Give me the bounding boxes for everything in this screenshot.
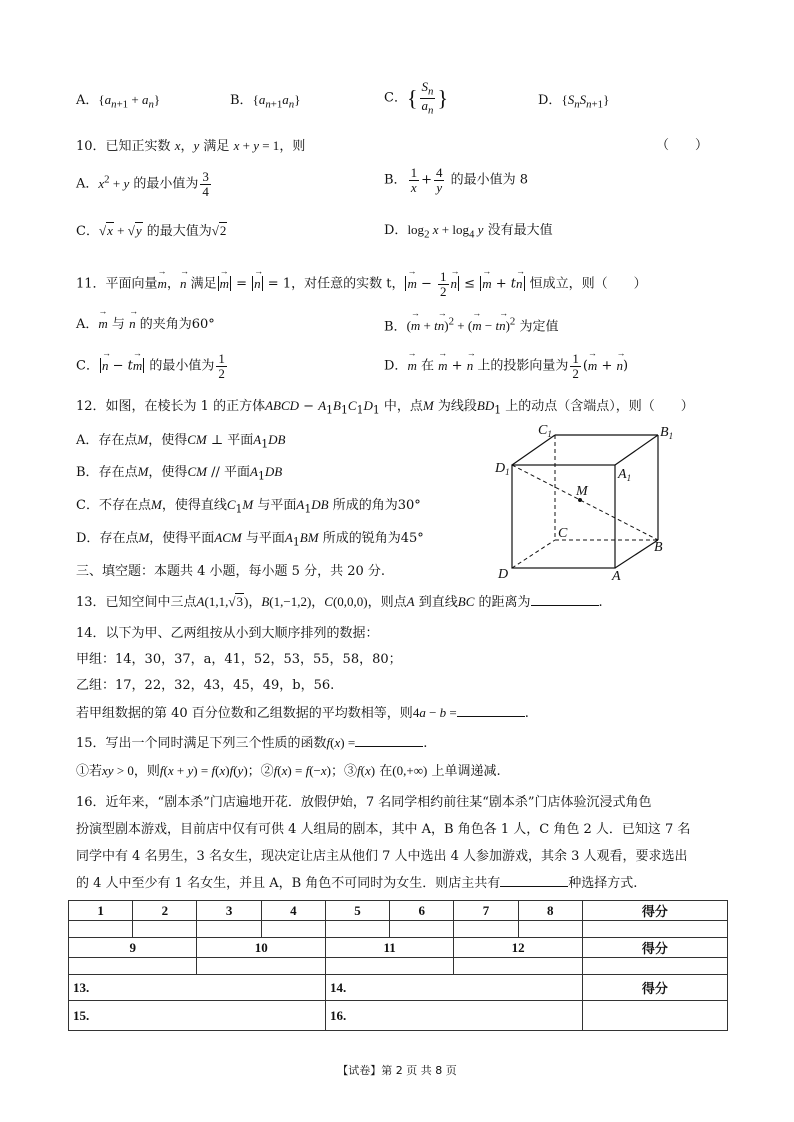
- q9-option-c: C．{ $\frac{S_n}{a_n}$ }: [384, 79, 448, 117]
- table-cell-13: 13.: [69, 975, 326, 1001]
- q14-group-1: 甲组：14，30，37，a，41，52，53，55，58，80；: [76, 652, 402, 667]
- table-cell: 7: [454, 901, 518, 921]
- q16-line-2: 扮演型剧本游戏，目前店中仅有可供 4 人组局的剧本，其中 A，B 角色各 1 人，C 角色 2 人．已知这 7 名: [76, 822, 691, 837]
- q10-option-d: D．$\log_2 x + \log_4 y$ 没有最大值: [384, 222, 553, 241]
- table-row-answers-1: [69, 921, 728, 938]
- table-cell: 4: [261, 901, 325, 921]
- edge-d-c-hidden: [512, 540, 555, 568]
- edge-d1-c1: [512, 435, 555, 465]
- label-a: A: [612, 569, 621, 584]
- label-c1: $C_1$: [538, 423, 552, 439]
- table-row-answers-2: [69, 958, 728, 975]
- q9-option-b-label: B．: [230, 93, 253, 108]
- table-cell: 5: [325, 901, 389, 921]
- q9-option-c-label: C．: [384, 90, 407, 106]
- table-cell: 得分: [582, 975, 727, 1001]
- q9-option-d-expr: $\{S_nS_{n+1}\}$: [561, 92, 610, 111]
- page-footer: 【试卷】第 2 页 共 8 页: [337, 1064, 457, 1077]
- q16-line-4: 的 4 人中至少有 1 名女生，并且 A，B 角色不可同时为女生．则店主共有 种选择方式.: [76, 876, 638, 891]
- q9-options: [76, 92, 160, 112]
- q15-answer-blank[interactable]: [355, 736, 423, 747]
- q12-option-c: C．不存在点M，使得直线$C_1M$ 与平面$A_1DB$ 所成的角为30°: [76, 497, 421, 516]
- q16-line-1: 16．近年来，“剧本杀”门店遍地开花．放假伊始，7 名同学相约前往某“剧本杀”门店体验沉浸式角色: [76, 795, 652, 810]
- q15-conditions: ①若xy > 0，则f(x + y) = f(x)f(y)；②f(x) = f(−x)；③f(x) 在(0,+∞) 上单调递减.: [76, 763, 501, 779]
- table-cell: 10: [197, 938, 325, 958]
- answer-score-table: [68, 900, 728, 1031]
- q11-option-c: C．→ n − t→ m 的最小值为 $\frac{1}{2}$: [76, 352, 229, 380]
- q10-option-a: A．$x^2 + y$ 的最小值为 $\frac{3}{4}$: [76, 169, 209, 199]
- table-row-header-1: [69, 901, 728, 921]
- table-cell: 2: [133, 901, 197, 921]
- section-3-heading: 三、填空题：本题共 4 小题，每小题 5 分，共 20 分.: [76, 564, 386, 579]
- q11-option-a: A．→ m 与 → n 的夹角为60°: [76, 316, 215, 333]
- q15-stem: 15．写出一个同时满足下列三个性质的函数f(x) = .: [76, 735, 428, 751]
- table-row-fill-1: [69, 975, 728, 1001]
- table-cell-16: 16.: [325, 1001, 582, 1031]
- label-b: B: [654, 540, 663, 555]
- table-cell: 得分: [582, 938, 727, 958]
- q16-answer-blank[interactable]: [500, 876, 568, 887]
- q11-option-b: B．(→ m + t→ n)$^2$ + (→ m − t→ n)$^2$ 为定值: [384, 316, 558, 335]
- q9-option-c-fraction: $\frac{S_n}{a_n}$: [421, 79, 434, 117]
- table-cell: 1: [69, 901, 133, 921]
- q11-option-d: D．→ m 在 → m + → n 上的投影向量为 $\frac{1}{2}$ (→ m + → n): [384, 352, 628, 380]
- table-cell: 11: [325, 938, 453, 958]
- table-cell: 3: [197, 901, 261, 921]
- diagonal-d1-b: [512, 465, 658, 540]
- q14-answer-blank[interactable]: [457, 706, 525, 717]
- table-cell: 9: [69, 938, 197, 958]
- label-a1: $A_1$: [618, 467, 632, 483]
- q14-stem: 14．以下为甲、乙两组按从小到大顺序排列的数据：: [76, 626, 379, 641]
- q12-option-a: A．存在点M，使得CM ⊥ 平面$A_1DB$: [76, 432, 286, 451]
- label-b1: $B_1$: [660, 425, 674, 441]
- q12-option-b: B．存在点M，使得CM // 平面$A_1DB$: [76, 464, 283, 483]
- label-d: D: [498, 567, 509, 582]
- q9-option-a-label: A．: [76, 93, 99, 108]
- q13: 13．已知空间中三点A(1,1,√3)，B(1,−1,2)，C(0,0,0)，则点A 到直线BC 的距离为 .: [76, 594, 603, 610]
- q10-stem: 10．已知正实数 x，y 满足 x + y = 1，则: [76, 138, 306, 154]
- table-cell: 8: [518, 901, 582, 921]
- q14-question: 若甲组数据的第 40 百分位数和乙组数据的平均数相等，则4a − b = .: [76, 705, 529, 721]
- q9-option-b: [230, 92, 300, 112]
- label-c: C: [558, 526, 568, 541]
- q10-answer-paren: （ ）: [656, 138, 709, 153]
- edge-a1-b1: [615, 435, 658, 465]
- q12-stem: 12．如图，在棱长为 1 的正方体ABCD − $A_1B_1C_1D_1$ 中，点M 为线段$BD_1$ 上的动点（含端点），则（ ）: [76, 398, 694, 417]
- table-cell: 得分: [582, 901, 727, 921]
- q9-option-d-label: D．: [538, 93, 562, 108]
- table-cell: 12: [454, 938, 582, 958]
- cube-figure: [490, 420, 690, 590]
- q13-answer-blank[interactable]: [531, 595, 599, 606]
- edge-a-b: [615, 540, 658, 568]
- table-row-header-2: [69, 938, 728, 958]
- q10-option-c: C．√x + √y 的最大值为√2: [76, 223, 227, 239]
- table-cell-15: 15.: [69, 1001, 326, 1031]
- q9-option-a-expr: $\{a_{n+1} + a_n\}$: [98, 92, 161, 111]
- q10-option-b: B． $\frac{1}{x}$ + $\frac{4}{y}$ 的最小值为 8: [384, 165, 529, 195]
- table-cell-14: 14.: [325, 975, 582, 1001]
- q9-option-d: [538, 92, 609, 112]
- label-m: M: [576, 484, 588, 499]
- table-cell: 6: [390, 901, 454, 921]
- label-d1: $D_1$: [495, 461, 510, 477]
- q11-stem: 11．平面向量→ m，→ n 满足→ m = → n = 1，对任意的实数 t，→ m − $\frac{1}{2}$ → n ≤ → m + t→ n 恒成立，则（ ）: [76, 270, 647, 298]
- table-row-fill-2: [69, 1001, 728, 1031]
- q14-group-2: 乙组：17，22，32，43，45，49，b，56.: [76, 678, 335, 693]
- q12-option-d: D．存在点M，使得平面ACM 与平面$A_1BM$ 所成的锐角为45°: [76, 530, 424, 549]
- front-face: [512, 465, 615, 568]
- q16-line-3: 同学中有 4 名男生，3 名女生，现决定让店主从他们 7 人中选出 4 人参加游戏，其余 3 人观看，要求选出: [76, 849, 688, 864]
- q9-option-b-expr: $\{a_{n+1}a_n\}$: [252, 92, 301, 111]
